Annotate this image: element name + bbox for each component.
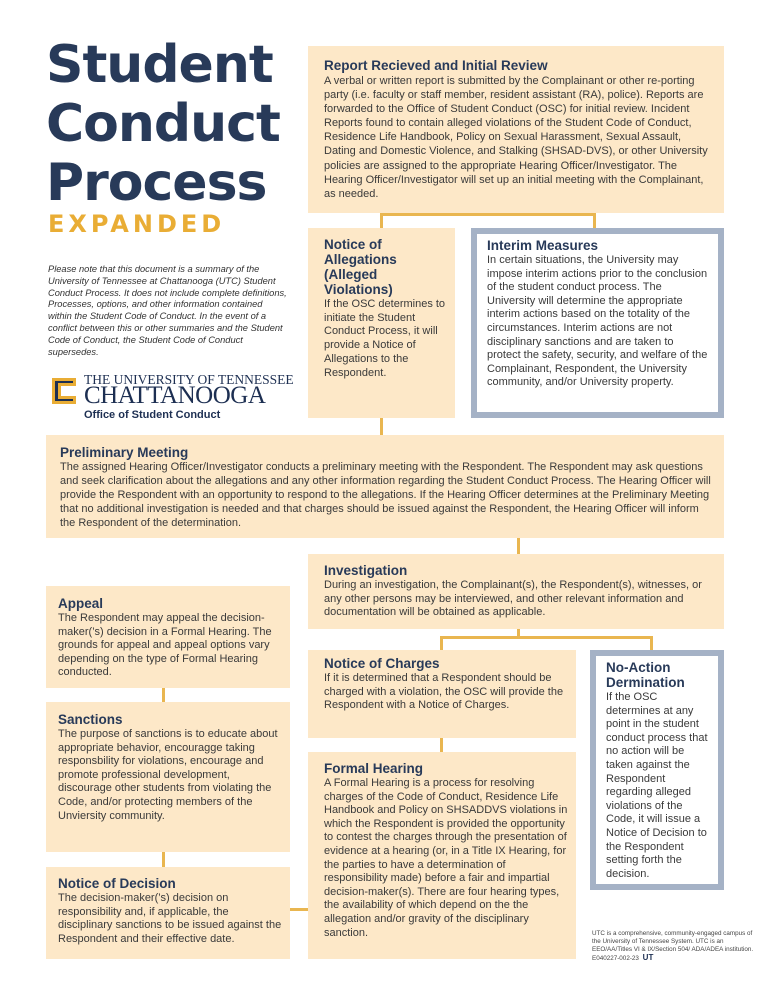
investigation-title: Investigation xyxy=(324,563,408,578)
appeal-box xyxy=(46,586,290,688)
investigation-box xyxy=(308,554,724,629)
connector-investigation-split xyxy=(440,636,652,639)
disclaimer-note: Please note that this document is a summary of the University of Tennessee at Chattanooga (UTC) Student Conduct Process. It does not include complete definitions, Processes, options, and other information contained within the Student Code of Conduct. In the event of a conflict between this or other summaries and the Student Code of Conduct, the Student Code of Conduct supersedes. xyxy=(48,264,287,357)
notice-of-allegations-box xyxy=(308,228,455,418)
utc-c-logo-icon xyxy=(48,374,80,408)
preliminary-title: Preliminary Meeting xyxy=(60,445,189,460)
preliminary-body: The assigned Hearing Officer/Investigator conducts a preliminary meeting with the Respondent. The Respondent may ask questions and seek clarification about the allegations and any other information regarding the Student Conduct Process. The Hearing Officer will provide the Respondent with an opportunity to respond to the allegations. If the Hearing Officer determines at the Preliminary Meeting that no additional investigation is needed and that charges should be issued against the Respondent, the Hearing Officer will inform the Respondent of the determination. xyxy=(60,461,711,529)
logo-office-text: Office of Student Conduct xyxy=(84,409,221,421)
title-line-2: Conduct xyxy=(46,94,280,154)
logo-university-text: THE UNIVERSITY OF TENNESSEE xyxy=(84,372,294,387)
hearing-title: Formal Hearing xyxy=(324,761,424,776)
decision-title: Notice of Decision xyxy=(58,876,176,891)
notice-of-charges-box xyxy=(308,650,576,738)
report-received-box xyxy=(308,46,724,213)
interim-title: Interim Measures xyxy=(487,238,599,253)
hearing-body: A Formal Hearing is a process for resolving charges of the Code of Conduct, Residence Life Handbook and Policy on SHSADDVS violations in which the Respondent is provided the opportunity to contest the charges through the presentation of evidence at a hearing (or, in a Title IX Hearing, for the parties to have a determination of responsibility made) before a fair and impartial decision-maker(s). There are four hearing types, the availability of which depend on the the allegation and/or gravity of the disciplinary sanction. xyxy=(324,777,568,939)
connector-report-horizontal xyxy=(380,213,596,216)
investigation-body: During an investigation, the Complainant(s), the Respondent(s), witnesses, or any other persons may be interviewed, and other relevant information and documentation will be obtained as applicable. xyxy=(324,579,702,619)
ut-logo-mark: UT xyxy=(642,953,654,962)
preliminary-meeting-box xyxy=(46,435,724,538)
interim-measures-box xyxy=(471,228,724,418)
sanctions-title: Sanctions xyxy=(58,712,123,727)
sanctions-body: The purpose of sanctions is to educate about appropriate behavior, encouragge taking responsbility for violations, encourage and promote professional development, discourage other students from violating the Code, and/or protecting members of the Unviersity community. xyxy=(58,728,278,822)
footer-legal-text xyxy=(592,930,762,963)
formal-hearing-box xyxy=(308,752,576,959)
report-title: Report Recieved and Initial Review xyxy=(324,58,548,73)
connector-appeal-sanctions xyxy=(162,688,165,702)
connector-charges-hearing xyxy=(440,738,443,752)
interim-body: In certain situations, the University may impose interim actions prior to the conclusion of the student conduct process. The University will determine the appropriate interim actions based on the totality of the circumstances. Interim actions are not disciplinary sanctions and are taken to protect the safety, security, and welfare of the Complainant, Respondent, the University community, and/or University property. xyxy=(487,254,708,389)
connector-to-charges xyxy=(440,636,443,650)
title-line-1: Student xyxy=(46,35,273,95)
page-title xyxy=(46,36,306,213)
noaction-title: No-Action Dermination xyxy=(606,660,685,690)
report-body: A verbal or written report is submitted by the Complainant or other re-porting party (i.e. faculty or staff member, resident assistant (RA), police). Reports are forwarded to the Office of Student Conduct (OSC) for initial review. Incident Reports found to contain alleged violations of the Student Code of Conduct, Residence Life Handbook, Policy on Sexual Harassment, Sexual Assault, Dating and Domestic Violence, and Stalking (SHSAD-DVS), or other University policies are assigned to the appropriate Hearing Officer/Investigator. The Hearing Officer/Investigator will set up an initial meeting with the Complainant, as needed. xyxy=(324,75,708,200)
subtitle: EXPANDED xyxy=(48,210,226,238)
appeal-body: The Respondent may appeal the decision-maker(’s) decision in a Formal Hearing. The grounds for appeal and appeal options vary depending on the type of Formal Hearing conducted. xyxy=(58,612,272,679)
sanctions-box xyxy=(46,702,290,852)
decision-body: The decision-maker(’s) decision on responsibility and, if applicable, the disciplinary sanctions to be issued against the Respondent and their effective date. xyxy=(58,892,282,945)
connector-hearing-decision xyxy=(290,908,309,911)
charges-title: Notice of Charges xyxy=(324,656,440,671)
noaction-body: If the OSC determines at any point in the student conduct process that no action will be taken against the Respondent regarding alleged violations of the Code, it will issue a Notice of Decision to the Respondent setting forth the decision. xyxy=(606,691,708,880)
utc-logo xyxy=(48,372,308,422)
charges-body: If it is determined that a Respondent should be charged with a violation, the OSC will provide the Respondent with a Notice of Charges. xyxy=(324,672,564,712)
no-action-determination-box xyxy=(590,650,724,890)
allegations-title: Notice of Allegations (Alleged Violations) xyxy=(324,237,397,297)
connector-sanctions-decision xyxy=(162,852,165,867)
footer-text: UTC is a comprehensive, community-engaged campus of the University of Tennessee System. UTC is an EEO/AA/Titles VI & IX/Section 504/ ADA/ADEA institution. E040227-002-23 xyxy=(592,930,754,962)
appeal-title: Appeal xyxy=(58,596,104,611)
connector-report-down-left xyxy=(380,213,383,228)
connector-to-noaction xyxy=(650,636,653,650)
connector-preliminary-investigation xyxy=(517,538,520,554)
connector-allegations-preliminary xyxy=(380,418,383,435)
logo-chattanooga-text: CHATTANOOGA xyxy=(84,382,266,409)
notice-of-decision-box xyxy=(46,867,290,959)
connector-investigation-down xyxy=(517,629,520,637)
allegations-body: If the OSC determines to initiate the Student Conduct Process, it will provide a Notice of Allegations to the Respondent. xyxy=(324,298,446,379)
title-line-3: Process xyxy=(46,153,267,213)
